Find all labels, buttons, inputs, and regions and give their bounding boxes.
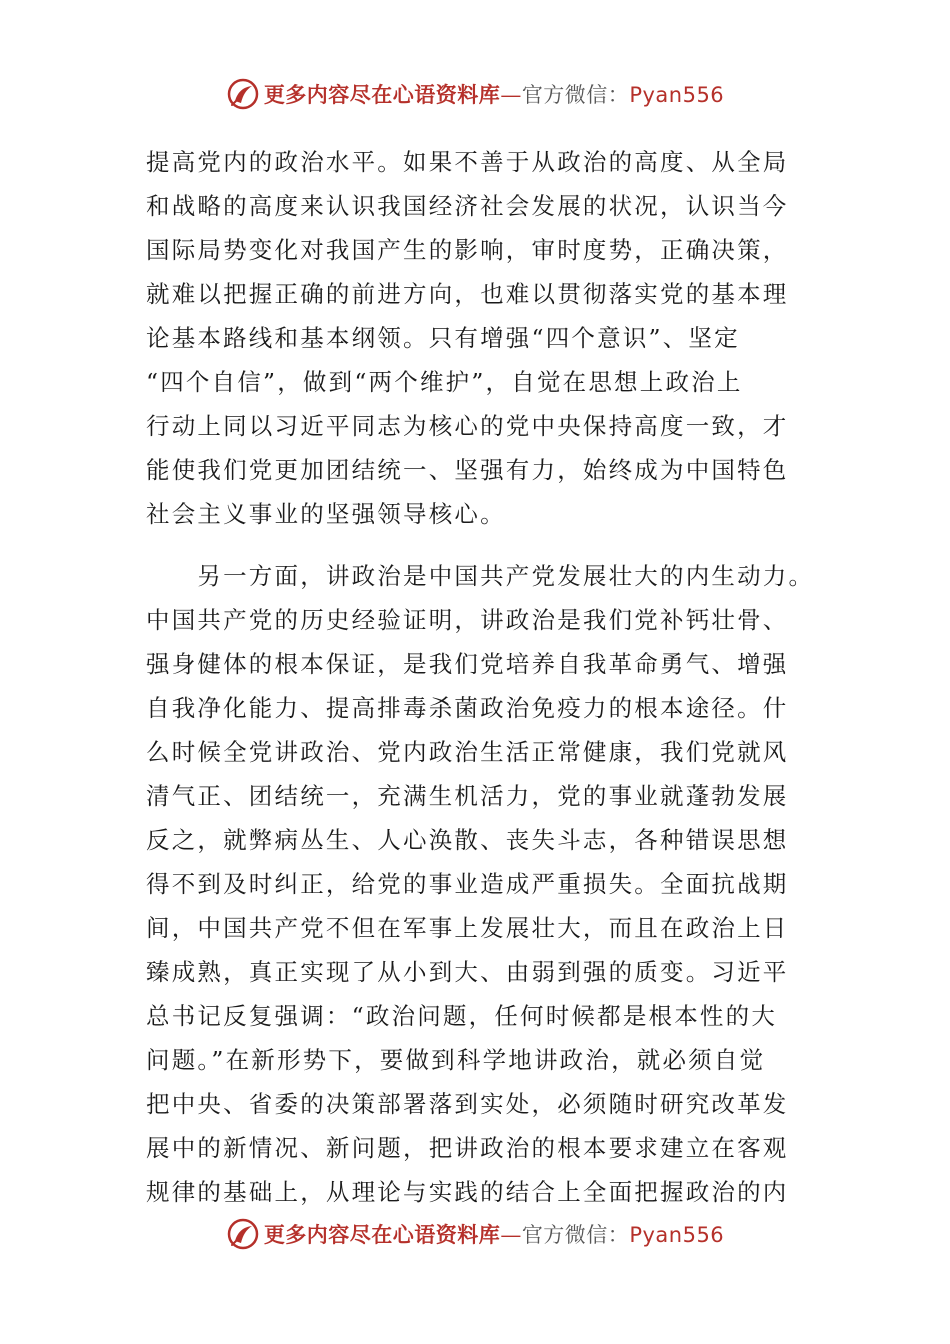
banner-label: 官方微信： [521, 1223, 630, 1247]
banner-label: 官方微信： [521, 83, 630, 107]
text-line: 反之，就弊病丛生、人心涣散、丧失斗志，各种错误思想 [146, 826, 789, 854]
text-line: 臻成熟，真正实现了从小到大、由弱到强的质变。习近平 [146, 958, 789, 986]
header-banner [0, 72, 950, 116]
text-line: 间，中国共产党不但在军事上发展壮大，而且在政治上日 [146, 914, 789, 942]
text-line: 和战略的高度来认识我国经济社会发展的状况，认识当今 [146, 192, 789, 220]
text-line: “四个自信”，做到“两个维护”，自觉在思想上政治上 [146, 368, 743, 396]
banner-wechat-id: Pyan556 [629, 1223, 725, 1247]
text-line: 规律的基础上，从理论与实践的结合上全面把握政治的内 [146, 1178, 789, 1206]
text-line: 把中央、省委的决策部署落到实处，必须随时研究改革发 [146, 1090, 789, 1118]
banner-main-text: 更多内容尽在心语资料库 [263, 1222, 501, 1247]
text-line: 社会主义事业的坚强领导核心。 [146, 500, 506, 528]
text-line: 行动上同以习近平同志为核心的党中央保持高度一致，才 [146, 412, 789, 440]
banner-main-text: 更多内容尽在心语资料库 [263, 82, 501, 107]
text-line: 能使我们党更加团结统一、坚强有力，始终成为中国特色 [146, 456, 789, 484]
text-line: 强身健体的根本保证，是我们党培养自我革命勇气、增强 [146, 650, 789, 678]
text-line: 得不到及时纠正，给党的事业造成严重损失。全面抗战期 [146, 870, 789, 898]
text-line: 自我净化能力、提高排毒杀菌政治免疫力的根本途径。什 [146, 694, 789, 722]
document-body [146, 140, 816, 1214]
footer-banner [0, 1212, 950, 1256]
banner-text [264, 1219, 724, 1249]
text-line: 就难以把握正确的前进方向，也难以贯彻落实党的基本理 [146, 280, 789, 308]
text-line: 论基本路线和基本纲领。只有增强“四个意识”、坚定 [146, 324, 740, 352]
text-line: 另一方面，讲政治是中国共产党发展壮大的内生动力。 [146, 562, 815, 590]
banner-text [264, 79, 724, 109]
paragraph [146, 140, 816, 536]
text-line: 国际局势变化对我国产生的影响，审时度势，正确决策， [146, 236, 789, 264]
text-line: 中国共产党的历史经验证明，讲政治是我们党补钙壮骨、 [146, 606, 789, 634]
banner-dash: — [500, 1223, 522, 1247]
banner-wechat-id: Pyan556 [629, 83, 725, 107]
text-line: 么时候全党讲政治、党内政治生活正常健康，我们党就风 [146, 738, 789, 766]
paragraph [146, 554, 816, 1214]
paragraph-gap [146, 536, 816, 554]
text-line: 清气正、团结统一，充满生机活力，党的事业就蓬勃发展 [146, 782, 789, 810]
text-line: 展中的新情况、新问题，把讲政治的根本要求建立在客观 [146, 1134, 789, 1162]
text-line: 问题。”在新形势下，要做到科学地讲政治，就必须自觉 [146, 1046, 766, 1074]
text-line: 提高党内的政治水平。如果不善于从政治的高度、从全局 [146, 148, 789, 176]
logo-icon [226, 77, 260, 111]
text-line: 总书记反复强调：“政治问题，任何时候都是根本性的大 [146, 1002, 778, 1030]
banner-dash: — [500, 83, 522, 107]
logo-icon [226, 1217, 260, 1251]
